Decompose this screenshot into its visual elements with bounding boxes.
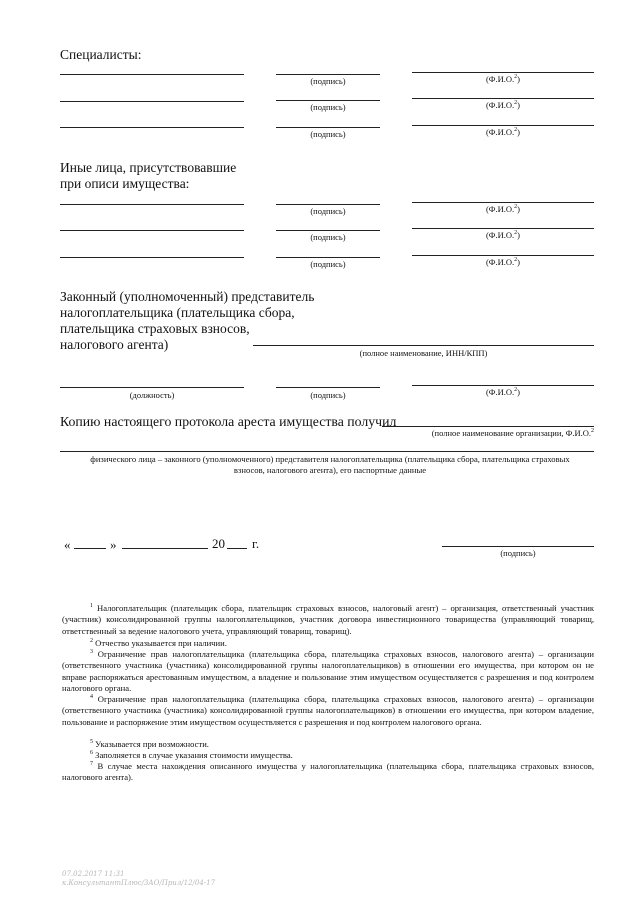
specialist-2-fio-line (412, 98, 594, 99)
copy-recipient-line (382, 426, 594, 427)
specialist-2-signature-line (276, 100, 380, 101)
fio-caption: (Ф.И.О.$^2$) (485, 127, 521, 137)
representative-fullname-line (253, 345, 594, 346)
footnote-4: $^4$ Ограничение прав налогоплательщика (плательщика сбора, плательщика страховых взносов, налогового агента) – организации (ответственного участника (участника) консолидированной группы налогоплательщиков) в отношении его имущества, при котором владение, пользование и распоряжение этим имуществом осуществляется с разрешения и под контролем налогового органа. (62, 694, 595, 727)
signature-caption: (подпись) (310, 390, 346, 400)
other-person-3-line (60, 257, 244, 258)
footnote-2: $^2$ Отчество указывается при наличии. (90, 638, 227, 648)
date-day-line (74, 548, 106, 549)
signature-caption: (подпись) (310, 102, 346, 112)
date-year-prefix: 20 (212, 536, 225, 551)
date-month-line (122, 548, 208, 549)
others-heading: Иные лица, присутствовавшие при описи имущества: (60, 160, 237, 191)
signature-caption: (подпись) (310, 232, 346, 242)
other-person-3-signature-line (276, 257, 380, 258)
other-person-1-line (60, 204, 244, 205)
final-signature-line (442, 546, 594, 547)
other-person-3-fio-line (412, 255, 594, 256)
fio-caption: (Ф.И.О.$^2$) (485, 257, 521, 267)
fio-caption: (Ф.И.О.$^2$) (485, 230, 521, 240)
specialist-1-fio-line (412, 72, 594, 73)
fio-caption: (Ф.И.О.$^2$) (485, 100, 521, 110)
fio-caption: (Ф.И.О.$^2$) (485, 204, 521, 214)
org-fullname-caption: (полное наименование организации, Ф.И.О.$^2$ (431, 428, 594, 438)
footnote-1: $^1$ Налогоплательщик (плательщик сбора, плательщик страховых взносов, налоговый агент) – организация, ответственный участник (участник) консолидированной группы налогоплательщиков, участник договора инвестиционного товарищества (управляющий товарищ, ответственный за ведение налогового учета, управляющий товарищ, товарищ). (62, 603, 594, 636)
other-person-1-fio-line (412, 202, 594, 203)
specialist-1-line (60, 74, 244, 75)
signature-caption: (подпись) (310, 206, 346, 216)
specialist-3-fio-line (412, 125, 594, 126)
date-year-line (227, 548, 247, 549)
representative-signature-line (276, 387, 380, 388)
representative-heading: Законный (уполномоченный) представитель налогоплательщика (плательщика сбора, плательщика страховых взносов, налогового агента) (60, 289, 315, 352)
specialists-heading: Специалисты: (60, 47, 142, 62)
fio-caption: (Ф.И.О.$^2$) (485, 387, 521, 397)
date-row (64, 537, 71, 553)
print-stamp: 07.02.2017 11:31 к.КонсультантПлюс/ЗАО/Прил/12/04-17 (62, 870, 216, 887)
position-caption: (должность) (129, 390, 175, 400)
other-person-2-line (60, 230, 244, 231)
representative-fio-line (412, 385, 594, 386)
other-person-1-signature-line (276, 204, 380, 205)
footnote-3: $^3$ Ограничение прав налогоплательщика (плательщика сбора, плательщика страховых взносов, налогового агента) – организации (ответственного участника (участника) консолидированной группы налогоплательщиков) в отношении его имущества, при котором он не вправе распоряжаться арестованным имуществом, а владение и пользование этим имуществом осуществляется с разрешения и под контролем налогового органа. (62, 649, 595, 694)
signature-caption: (подпись) (310, 129, 346, 139)
footnote-6: $^6$ Заполняется в случае указания стоимости имущества. (90, 750, 293, 760)
date-open-quote: « (64, 537, 71, 552)
date-suffix: г. (252, 536, 260, 551)
footnote-5: $^5$ Указывается при возможности. (90, 739, 209, 749)
specialist-2-line (60, 101, 244, 102)
copy-received-heading: Копию настоящего протокола ареста имущества получил (60, 414, 397, 429)
other-person-2-signature-line (276, 230, 380, 231)
specialist-3-signature-line (276, 127, 380, 128)
specialist-1-signature-line (276, 74, 380, 75)
representative-description: физического лица – законного (уполномоченного) представителя налогоплательщика (плательщика сбора, плательщика страховых взносов, налогового агента), его паспортные данные (90, 454, 570, 475)
fullname-inn-caption: (полное наименование, ИНН/КПП) (359, 348, 488, 358)
signature-caption: (подпись) (310, 76, 346, 86)
specialist-3-line (60, 127, 244, 128)
fio-caption: (Ф.И.О.$^2$) (485, 74, 521, 84)
signature-caption: (подпись) (500, 548, 536, 558)
date-close-quote: » (110, 537, 117, 552)
representative-position-line (60, 387, 244, 388)
signature-caption: (подпись) (310, 259, 346, 269)
other-person-2-fio-line (412, 228, 594, 229)
copy-recipient-line-2 (60, 451, 594, 452)
footnote-7: $^7$ В случае места нахождения описанного имущества у налогоплательщика (плательщика сбора, плательщика страховых взносов, налогового агента). (62, 761, 594, 783)
